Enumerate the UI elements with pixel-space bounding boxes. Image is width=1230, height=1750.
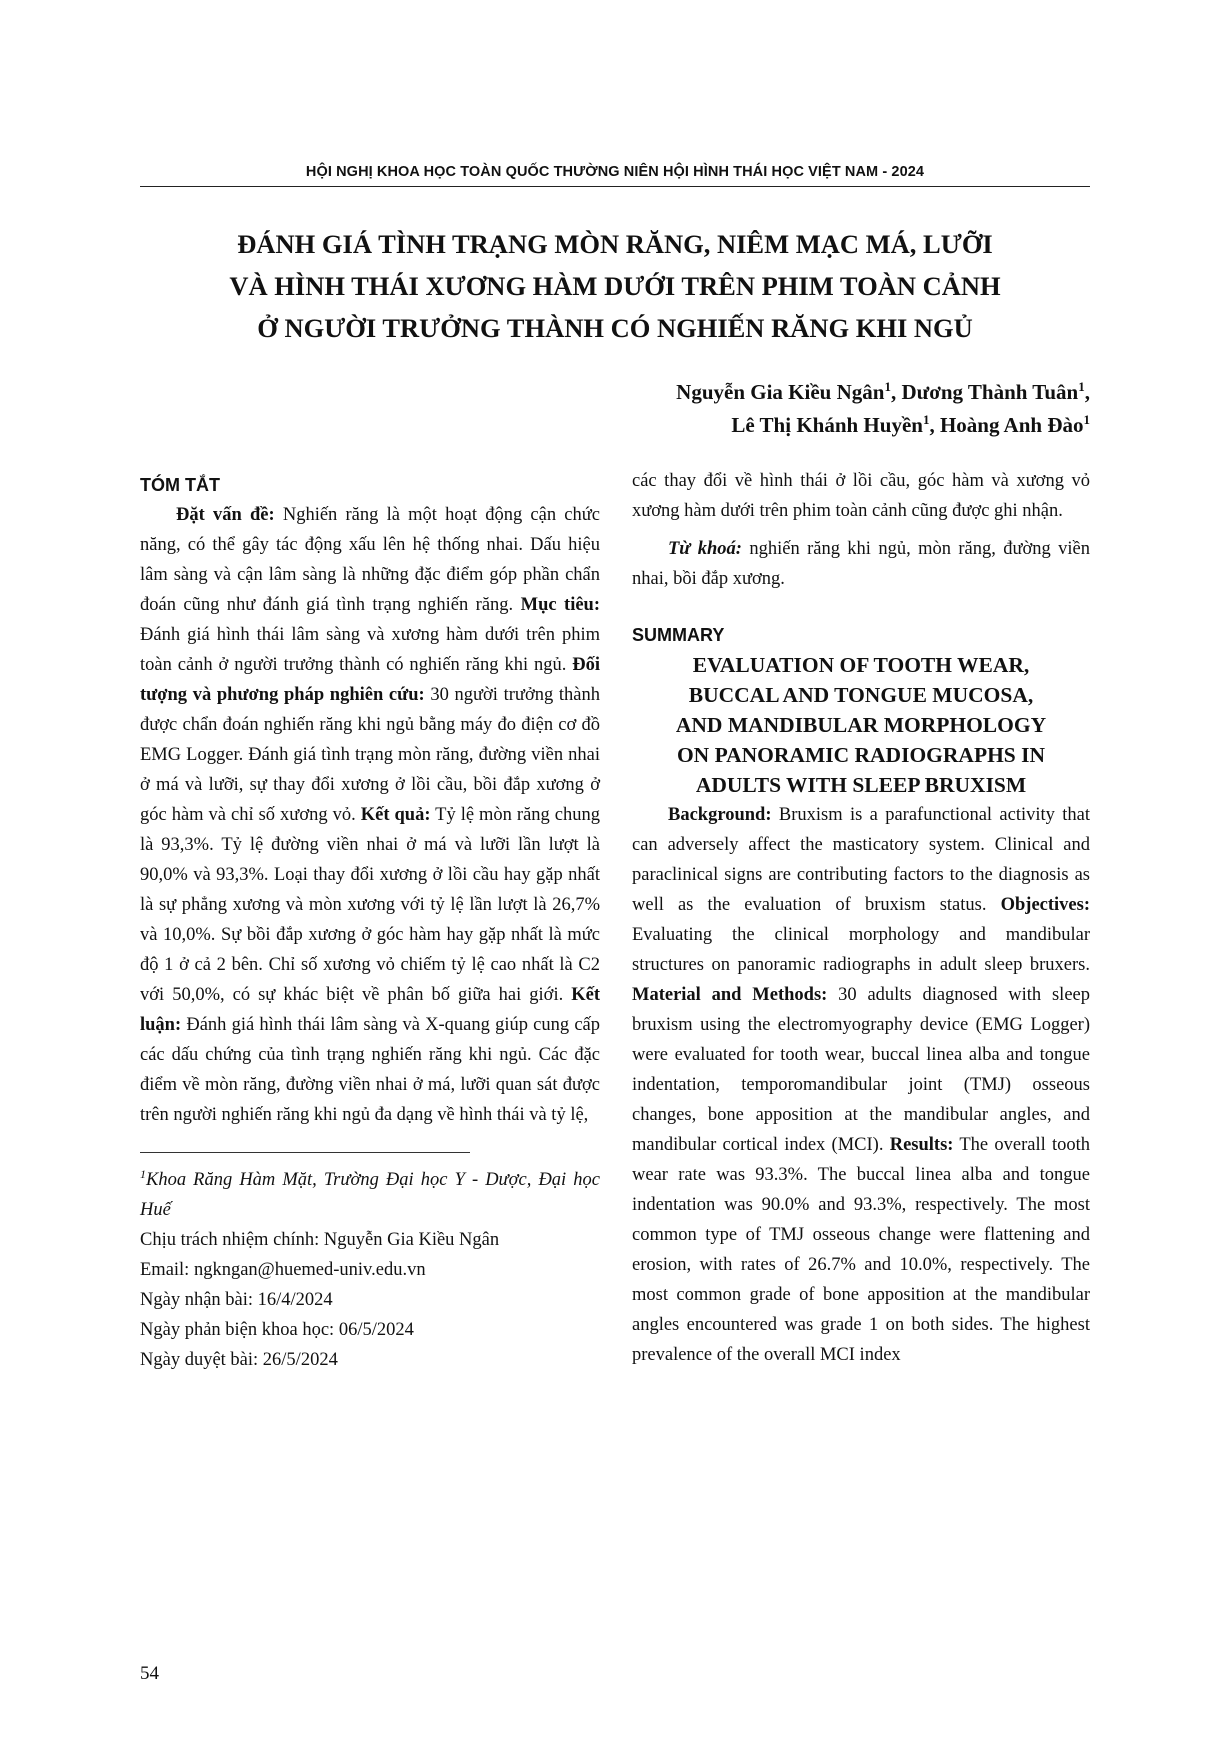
objectives-text-en: Evaluating the clinical morphology and mandibular structures on panoramic radiographs in adult sleep bruxers. [632, 925, 1090, 975]
affiliation-mark: 1 [140, 1167, 146, 1181]
title-line: Ở NGƯỜI TRƯỞNG THÀNH CÓ NGHIẾN RĂNG KHI NGỦ [257, 313, 973, 343]
header-rule [140, 186, 1090, 187]
right-column [632, 466, 1090, 1370]
left-column [140, 466, 600, 1375]
conclusion-text: Đánh giá hình thái lâm sàng và X-quang giúp cung cấp các dấu chứng của tình trạng nghiến răng khi ngủ. Các đặc điểm về mòn răng, đường viền nhai ở má, lưỡi quan sát được trên người nghiến răng khi ngủ đa dạng về hình thái và tỷ lệ, [140, 1015, 600, 1125]
keywords-label: Từ khoá: [668, 539, 742, 559]
author-name: Hoàng Anh Đào [939, 413, 1084, 437]
english-title-line: EVALUATION OF TOOTH WEAR, [692, 653, 1030, 677]
background-label-en: Background: [668, 805, 772, 825]
footnote-rule [140, 1152, 470, 1153]
english-title-line: ON PANORAMIC RADIOGRAPHS IN [676, 743, 1046, 767]
author-line: Nguyễn Gia Kiều Ngân$^1$, Dương Thành Tuân$^1$, [676, 379, 1090, 404]
result-label: Kết quả: [360, 805, 431, 825]
author-list [676, 376, 1090, 442]
english-title [632, 650, 1090, 800]
result-text: Tỷ lệ mòn răng chung là 93,3%. Tỷ lệ đường viền nhai ở má và lưỡi lần lượt là 90,0% và 93,3%. Loại thay đổi xương ở lồi cầu hay gặp nhất là sự phẳng xương và mòn xương với tỷ lệ lần lượt là 26,7% và 10,0%. Sự bồi đắp xương ở góc hàm hay gặp nhất là mức độ 1 ở cả 2 bên. Chỉ số xương vỏ chiếm tỷ lệ cao nhất là C2 với 50,0%, có sự khác biệt về phân bố giữa hai giới. [140, 805, 601, 1005]
author-affiliation-mark: 1 [884, 379, 891, 394]
background-label: Đặt vấn đề: [176, 505, 275, 525]
objectives-label-en: Objectives: [1000, 895, 1090, 915]
keywords-text: nghiến răng khi ngủ, mòn răng, đường viền nhai, bồi đắp xương. [632, 539, 1090, 589]
author-affiliation-mark: 1 [1078, 379, 1085, 394]
english-title-line: BUCCAL AND TONGUE MUCOSA, [688, 683, 1034, 707]
affiliation-text: Khoa Răng Hàm Mặt, Trường Đại học Y - Dược, Đại học Huế [140, 1170, 600, 1220]
methods-label-en: Material and Methods: [632, 985, 828, 1005]
page-number: 54 [140, 1663, 159, 1684]
method-label: Đối tượng và phương pháp nghiên cứu: [140, 655, 600, 705]
title-line: VÀ HÌNH THÁI XƯƠNG HÀM DƯỚI TRÊN PHIM TOÀN CẢNH [229, 271, 1001, 301]
english-title-line: ADULTS WITH SLEEP BRUXISM [695, 773, 1027, 797]
author-affiliation-mark: 1 [922, 412, 930, 427]
results-text-en: The overall tooth wear rate was 93.3%. The buccal linea alba and tongue indentation was 90.0% and 93.3%, respectively. The most common type of TMJ osseous change were flattening and erosion, with rates of 26.7% and 10.0%, respectively. The most common grade of bone apposition at the mandibular angles encountered was grade 1 on both sides. The highest prevalence of the overall MCI index [632, 1135, 1090, 1365]
summary-heading: SUMMARY [632, 625, 725, 645]
abstract-heading: TÓM TẮT [140, 475, 220, 495]
author-affiliation-mark: 1 [1083, 412, 1090, 427]
author-name: Lê Thị Khánh Huyền [731, 413, 923, 437]
methods-text-en: 30 adults diagnosed with sleep bruxism using the electromyography device (EMG Logger) were evaluated for tooth wear, buccal linea alba and tongue indentation, temporomandibular joint (TMJ) osseous changes, bone apposition at the mandibular angles, and mandibular cortical index (MCI). [632, 985, 1090, 1155]
affiliation-footnote [140, 1165, 600, 1225]
title-line: ĐÁNH GIÁ TÌNH TRẠNG MÒN RĂNG, NIÊM MẠC MÁ, LƯỠI [237, 229, 993, 259]
date-reviewed: Ngày phản biện khoa học: 06/5/2024 [140, 1320, 414, 1340]
date-accepted: Ngày duyệt bài: 26/5/2024 [140, 1350, 338, 1370]
contact-email: Email: ngkngan@huemed-univ.edu.vn [140, 1260, 426, 1280]
keywords [632, 534, 1090, 594]
objective-label: Mục tiêu: [520, 595, 600, 615]
abstract-vi-body [140, 500, 600, 1130]
conclusion-label: Kết luận: [140, 985, 600, 1035]
author-name: Dương Thành Tuân [901, 380, 1079, 404]
running-header: HỘI NGHỊ KHOA HỌC TOÀN QUỐC THƯỜNG NIÊN HỘI HÌNH THÁI HỌC VIỆT NAM - 2024 [305, 164, 925, 180]
background-text-en: Bruxism is a parafunctional activity that can adversely affect the masticatory system. Clinical and paraclinical signs are contributing factors to the diagnosis as well as the evaluation of bruxism status. [632, 805, 1090, 915]
date-received: Ngày nhận bài: 16/4/2024 [140, 1290, 333, 1310]
corresponding-author: Chịu trách nhiệm chính: Nguyễn Gia Kiều Ngân [140, 1230, 500, 1250]
method-text: 30 người trưởng thành được chẩn đoán nghiến răng khi ngủ bằng máy đo điện cơ đồ EMG Logger. Đánh giá tình trạng mòn răng, đường viền nhai ở má và lưỡi, sự thay đổi xương ở lồi cầu, bồi đắp xương ở góc hàm và chỉ số xương vỏ. [140, 685, 600, 825]
background-text: Nghiến răng là một hoạt động cận chức năng, có thể gây tác động xấu lên hệ thống nhai. Dấu hiệu lâm sàng và cận lâm sàng là những đặc điểm góp phần chẩn đoán cũng như đánh giá tình trạng nghiến răng. [140, 505, 600, 615]
author-name: Nguyễn Gia Kiều Ngân [676, 380, 885, 404]
results-label-en: Results: [889, 1135, 954, 1155]
objective-text: Đánh giá hình thái lâm sàng và xương hàm dưới trên phim toàn cảnh ở người trưởng thành có nghiến răng khi ngủ. [140, 625, 600, 675]
abstract-vi-continued: các thay đổi về hình thái ở lồi cầu, góc hàm và xương vỏ xương hàm dưới trên phim toàn cảnh cũng được ghi nhận. [632, 471, 1090, 521]
english-title-line: AND MANDIBULAR MORPHOLOGY [675, 713, 1047, 737]
author-line: Lê Thị Khánh Huyền$^1$, Hoàng Anh Đào$^1$ [731, 412, 1090, 437]
summary-body [632, 800, 1090, 1370]
article-title [140, 223, 1090, 349]
